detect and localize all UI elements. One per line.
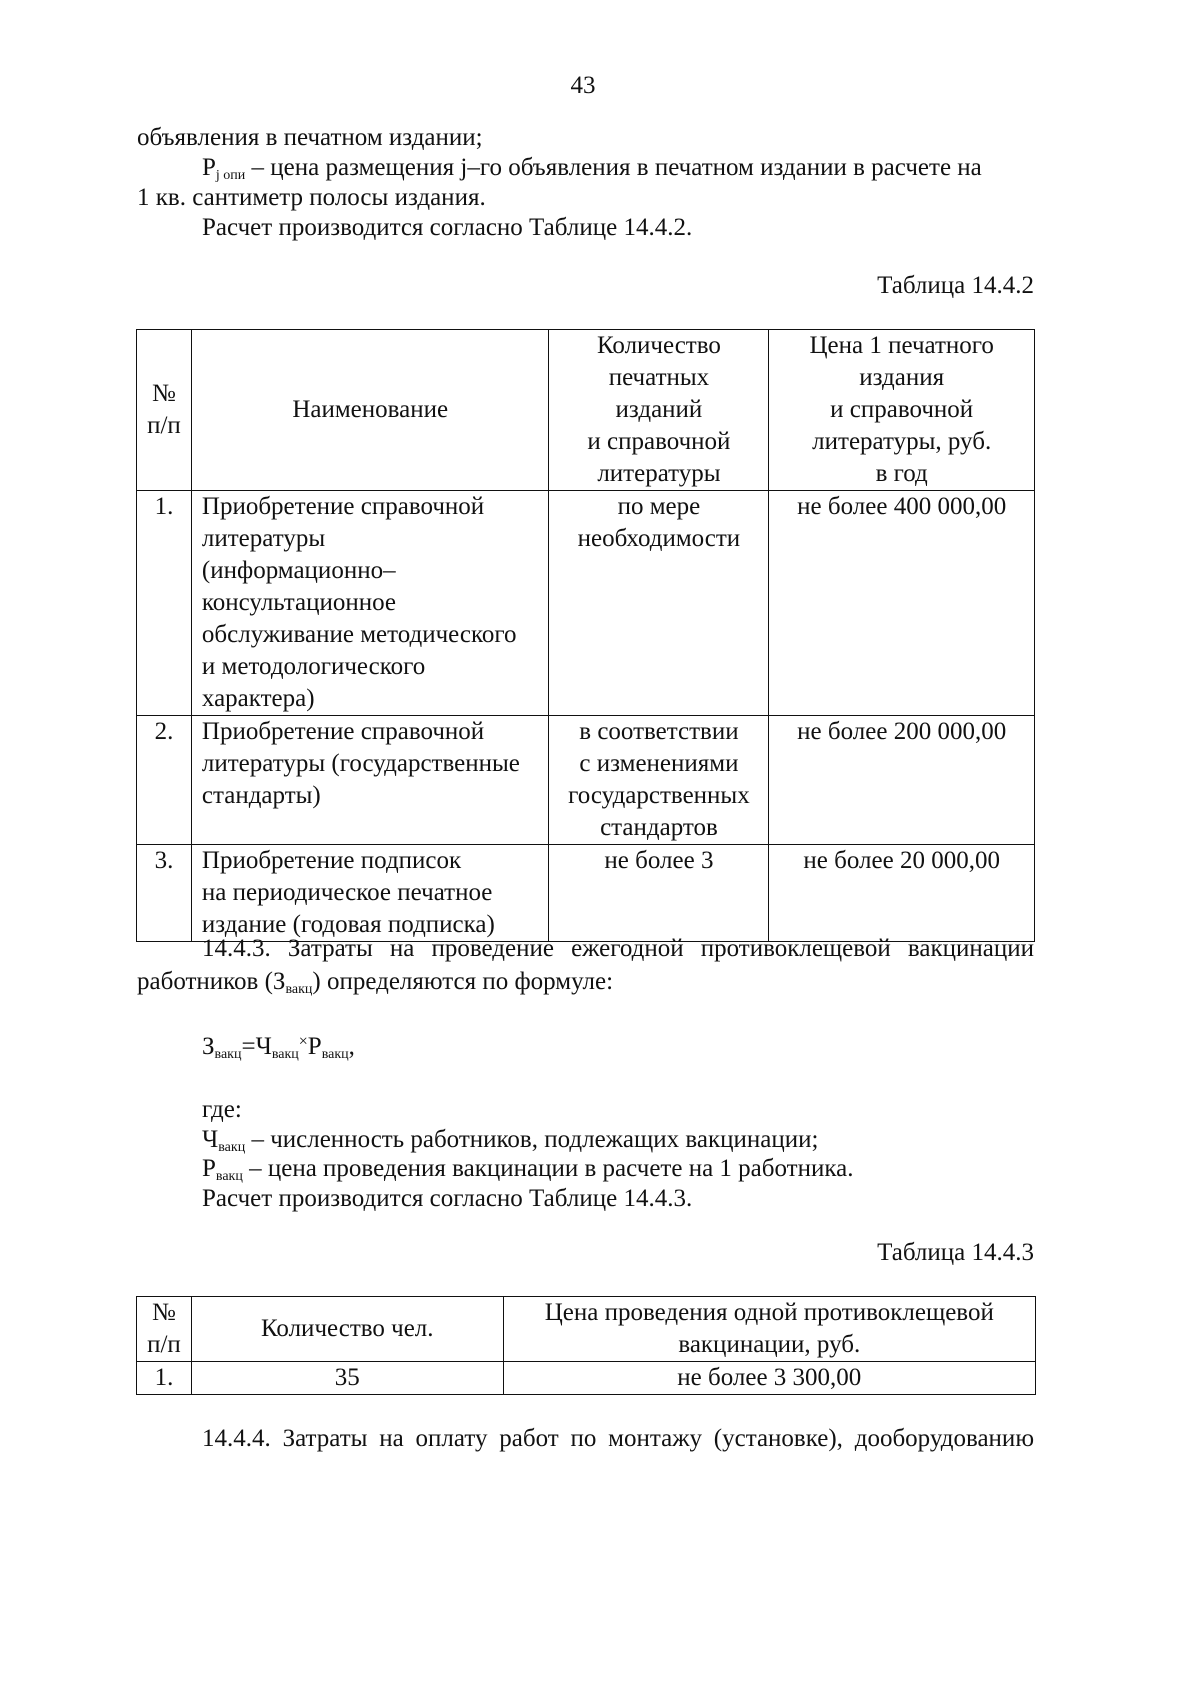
row-price: не более 400 000,00 <box>769 491 1035 716</box>
ch-definition: $Ч_{вакц}$ – численность работников, подлежащих вакцинации; <box>202 1126 819 1155</box>
section-14-4-4-heading: 14.4.4. Затраты на оплату работ по монтажу (установке), дооборудованию <box>202 1425 1034 1452</box>
table-row <box>137 716 1035 845</box>
header-num: № п/п <box>137 1297 192 1362</box>
row-num: 1. <box>137 491 192 716</box>
header-qty: Количество печатных изданий и справочной литературы <box>549 330 769 491</box>
formula: $З_{вакц}=Ч_{вакц}^\times Р_{вакц}$, <box>202 1033 355 1062</box>
table-row <box>137 491 1035 716</box>
table-row <box>137 1362 1036 1395</box>
row-num: 3. <box>137 845 192 942</box>
calc-reference-2: Расчет производится согласно Таблице 14.4.3. <box>202 1185 693 1212</box>
table-14-4-3 <box>136 1296 1036 1395</box>
table-caption-2: Таблица 14.4.3 <box>877 1239 1034 1266</box>
row-qty: в соответствии с изменениями государственных стандартов <box>549 716 769 845</box>
page-number: 43 <box>570 72 596 99</box>
header-name: Наименование <box>191 330 549 491</box>
p-definition-line <box>202 152 1034 184</box>
row-name: Приобретение подписок на периодическое печатное издание (годовая подписка) <box>191 845 549 942</box>
p-vakc-definition: $Р_{вакц}$ – цена проведения вакцинации в расчете на 1 работника. <box>202 1155 854 1184</box>
header-count: Количество чел. <box>191 1297 503 1362</box>
table-header-row <box>137 1297 1036 1362</box>
p-definition: – цена размещения j–го объявления в печатном издании в расчете на <box>251 154 982 181</box>
row-price: не более 20 000,00 <box>769 845 1035 942</box>
p-definition-cont: 1 кв. сантиметр полосы издания. <box>137 184 486 211</box>
header-price: Цена проведения одной противоклещевой вакцинации, руб. <box>503 1297 1035 1362</box>
header-num: № п/п <box>137 330 192 491</box>
section-14-4-3-heading: 14.4.3. Затраты на проведение ежегодной противоклещевой вакцинации <box>202 935 1034 962</box>
p-symbol: P <box>202 154 216 181</box>
row-name: Приобретение справочной литературы (информационно– консультационное обслуживание методического и методологического характера) <box>191 491 549 716</box>
where-label: где: <box>202 1096 242 1123</box>
section-14-4-3-cont: работников $(З_{вакц})$ определяются по формуле: <box>137 968 614 997</box>
table-header-row <box>137 330 1035 491</box>
row-qty: по мере необходимости <box>549 491 769 716</box>
calc-reference: Расчет производится согласно Таблице 14.4.2. <box>202 214 693 241</box>
header-price: Цена 1 печатного издания и справочной литературы, руб. в год <box>769 330 1035 491</box>
row-name: Приобретение справочной литературы (государственные стандарты) <box>191 716 549 845</box>
row-price: не более 3 300,00 <box>503 1362 1035 1395</box>
row-count: 35 <box>191 1362 503 1395</box>
table-row <box>137 845 1035 942</box>
row-num: 1. <box>137 1362 192 1395</box>
table-14-4-2 <box>136 329 1035 942</box>
table-caption: Таблица 14.4.2 <box>877 272 1034 299</box>
p-subscript: j опи <box>215 168 246 183</box>
row-price: не более 200 000,00 <box>769 716 1035 845</box>
row-num: 2. <box>137 716 192 845</box>
intro-line: объявления в печатном издании; <box>137 124 483 151</box>
row-qty: не более 3 <box>549 845 769 942</box>
